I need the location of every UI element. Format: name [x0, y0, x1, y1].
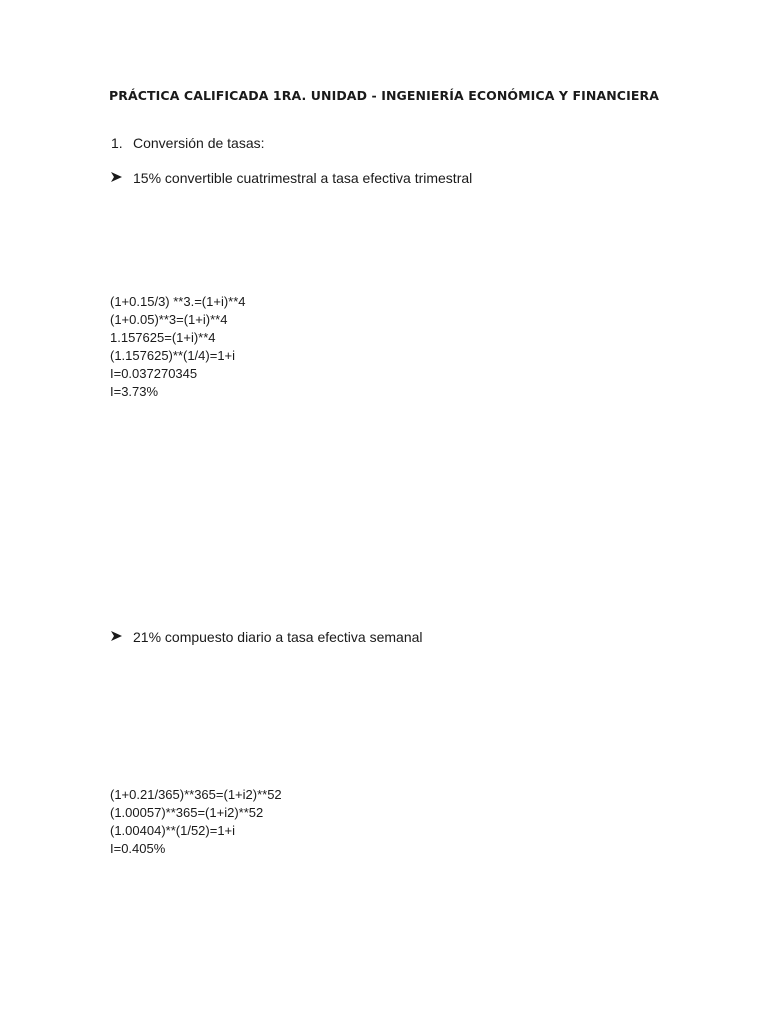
section-number: 1.	[111, 135, 123, 151]
calc-step: (1+0.05)**3=(1+i)**4	[110, 312, 228, 327]
section-heading-text: Conversión de tasas:	[133, 135, 265, 151]
calc-step: (1+0.21/365)**365=(1+i2)**52	[110, 787, 282, 802]
calc-step: 1.157625=(1+i)**4	[110, 330, 216, 345]
problem-b-statement	[111, 629, 423, 645]
problem-a-text: 15% convertible cuatrimestral a tasa efectiva trimestral	[133, 170, 473, 186]
arrowhead-bullet-icon	[111, 171, 133, 185]
calc-step: I=0.037270345	[110, 366, 198, 381]
problem-a-statement	[111, 170, 472, 186]
section-heading	[111, 135, 265, 151]
calc-step: (1+0.15/3) **3.=(1+i)**4	[110, 294, 246, 309]
calc-result: I=0.405%	[110, 841, 166, 856]
problem-b-text: 21% compuesto diario a tasa efectiva semanal	[133, 629, 423, 645]
problem-a-steps	[110, 293, 246, 401]
document-title: PRÁCTICA CALIFICADA 1RA. UNIDAD - INGENIERÍA ECONÓMICA Y FINANCIERA	[109, 88, 659, 103]
calc-step: (1.00057)**365=(1+i2)**52	[110, 805, 264, 820]
calc-result: I=3.73%	[110, 384, 159, 399]
calc-step: (1.00404)**(1/52)=1+i	[110, 823, 236, 838]
arrowhead-bullet-icon	[111, 630, 133, 644]
calc-step: (1.157625)**(1/4)=1+i	[110, 348, 236, 363]
problem-b-steps	[110, 786, 282, 858]
